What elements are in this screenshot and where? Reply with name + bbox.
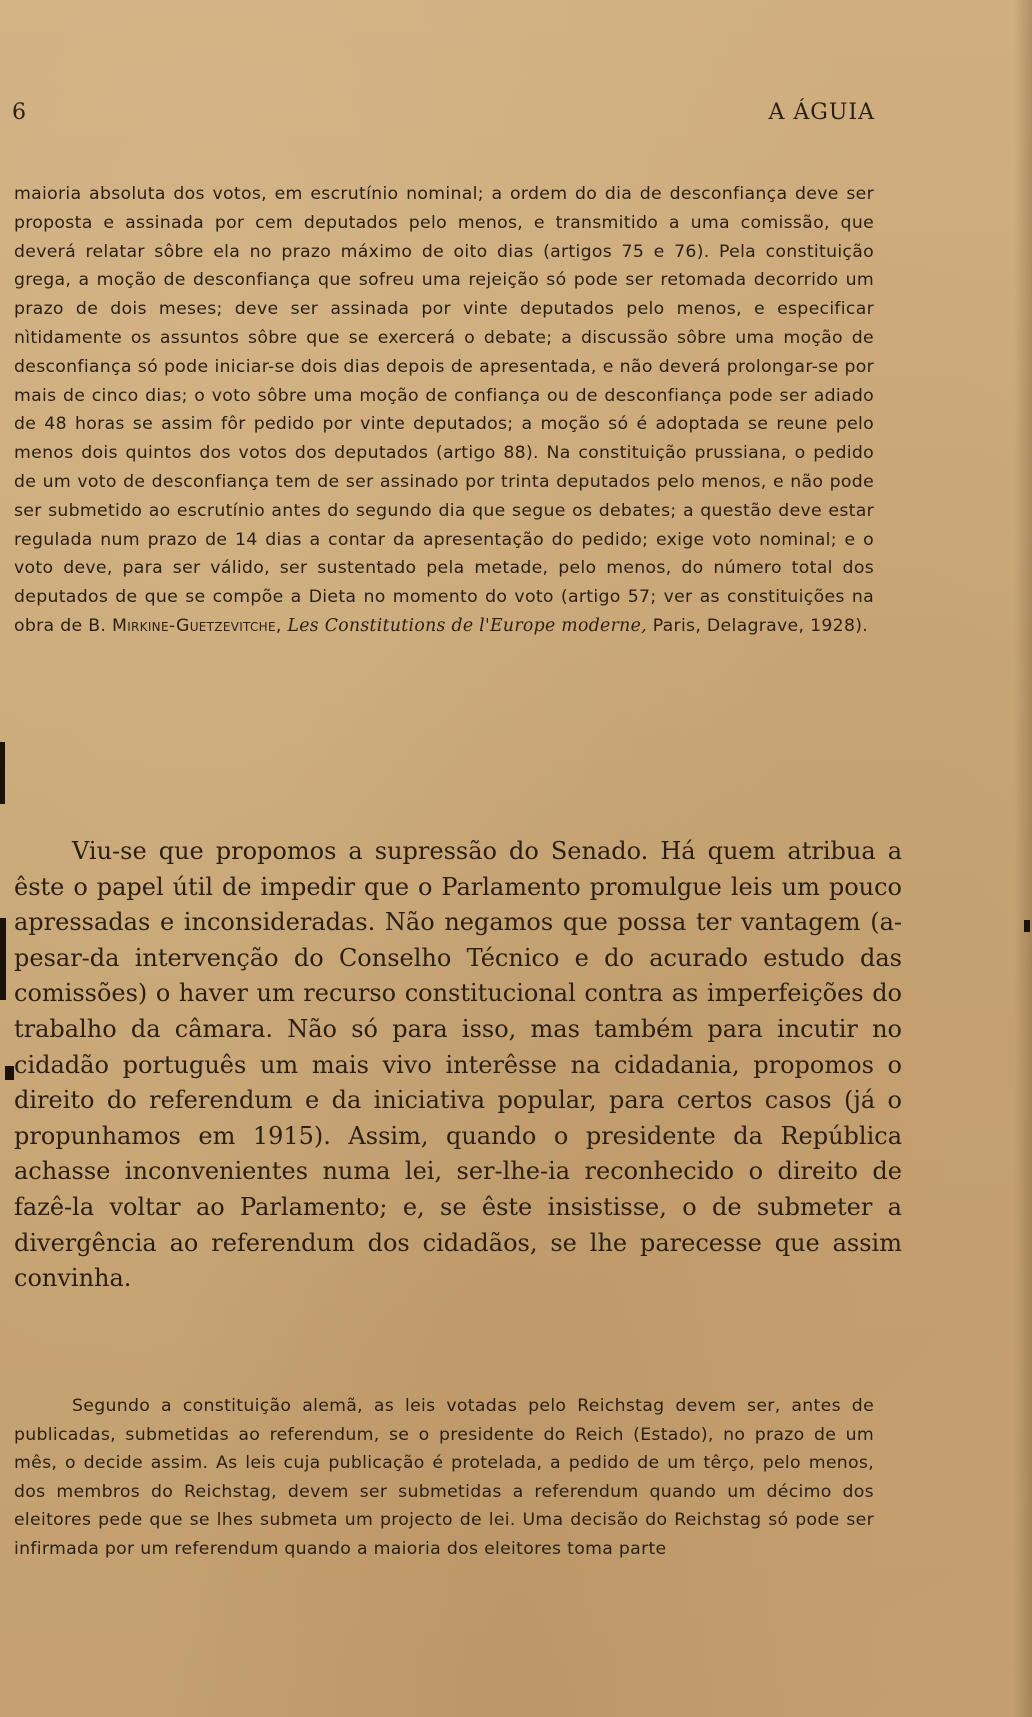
margin-mark-left-arrow [5,1066,14,1080]
footnote-top-author: Mirkine-Guetzevitche, [111,615,282,636]
page-number: 6 [12,100,26,125]
footnote-top [14,180,874,641]
main-paragraph-text: Viu-se que propomos a supressão do Senado. Há quem atribua a êste o papel útil de impedir que o Parlamento promulgue leis um pouco apressadas e inconsideradas. Não negamos que possa ter vantagem (a-pesar-da intervenção do Conselho Técnico e do acurado estudo das comissões) o haver um recurso constitucional contra as imperfeições do trabalho da câmara. Não só para isso, mas também para incutir no cidadão português um mais vivo interêsse na cidadania, propomos o direito do referendum e da iniciativa popular, para certos casos (já o propunhamos em 1915). Assim, quando o presidente da República achasse inconvenientes numa lei, ser-lhe-ia reconhecido o direito de fazê-la voltar ao Parlamento; e, se êste insistisse, o de submeter a divergência ao referendum dos cidadãos, se lhe parecesse que assim convinha. [14,837,902,1293]
margin-mark-left-middle [0,918,6,1000]
footnote-top-book-title: Les Constitutions de l'Europe moderne, [287,615,647,636]
page-edge-shadow [1014,0,1032,1717]
main-paragraph [14,834,902,1297]
margin-mark-right [1024,920,1030,932]
margin-mark-left-top [0,742,5,804]
running-title: A ÁGUIA [768,100,875,125]
footnote-top-text-end: Paris, Delagrave, 1928). [652,615,869,636]
footnote-bottom [14,1392,874,1564]
footnote-bottom-text: Segundo a constituição alemã, as leis votadas pelo Reichstag devem ser, antes de publicadas, submetidas ao referendum, se o presidente do Reich (Estado), no prazo de um mês, o decide assim. As leis cuja publicação é protelada, a pedido de um têrço, pelo menos, dos membros do Reichstag, devem ser submetidas a referendum quando um décimo dos eleitores pede que se lhes submeta um projecto de lei. Uma decisão do Reichstag só pode ser infirmada por um referendum quando a maioria dos eleitores toma parte [14,1396,874,1559]
footnote-top-text: maioria absoluta dos votos, em escrutínio nominal; a ordem do dia de desconfiança deve ser proposta e assinada por cem deputados pelo menos, e transmitido a uma comissão, que deverá relatar sôbre ela no prazo máximo de oito dias (artigos 75 e 76). Pela constituição grega, a moção de desconfiança que sofreu uma rejeição só pode ser retomada decorrido um prazo de dois meses; deve ser assinada por vinte deputados pelo menos, e especificar nìtidamente os assuntos sôbre que se exercerá o debate; a discussão sôbre uma moção de desconfiança só pode iniciar-se dois dias depois de apresentada, e não deverá prolongar-se por mais de cinco dias; o voto sôbre uma moção de confiança ou de desconfiança pode ser adiado de 48 horas se assim fôr pedido por vinte deputados; a moção só é adoptada se reune pelo menos dois quintos dos votos dos deputados (artigo 88). Na constituição prussiana, o pedido de um voto de desconfiança tem de ser assinado por trinta deputados pelo menos, e não pode ser submetido ao escrutínio antes do segundo dia que segue os debates; a questão deve estar regulada num prazo de 14 dias a contar da apresentação do pedido; exige voto nominal; e o voto deve, para ser válido, ser sustentado pela metade, pelo menos, do número total dos deputados de que se compõe a Dieta no momento do voto (artigo 57; ver as constituições na obra de B. [14,184,874,636]
